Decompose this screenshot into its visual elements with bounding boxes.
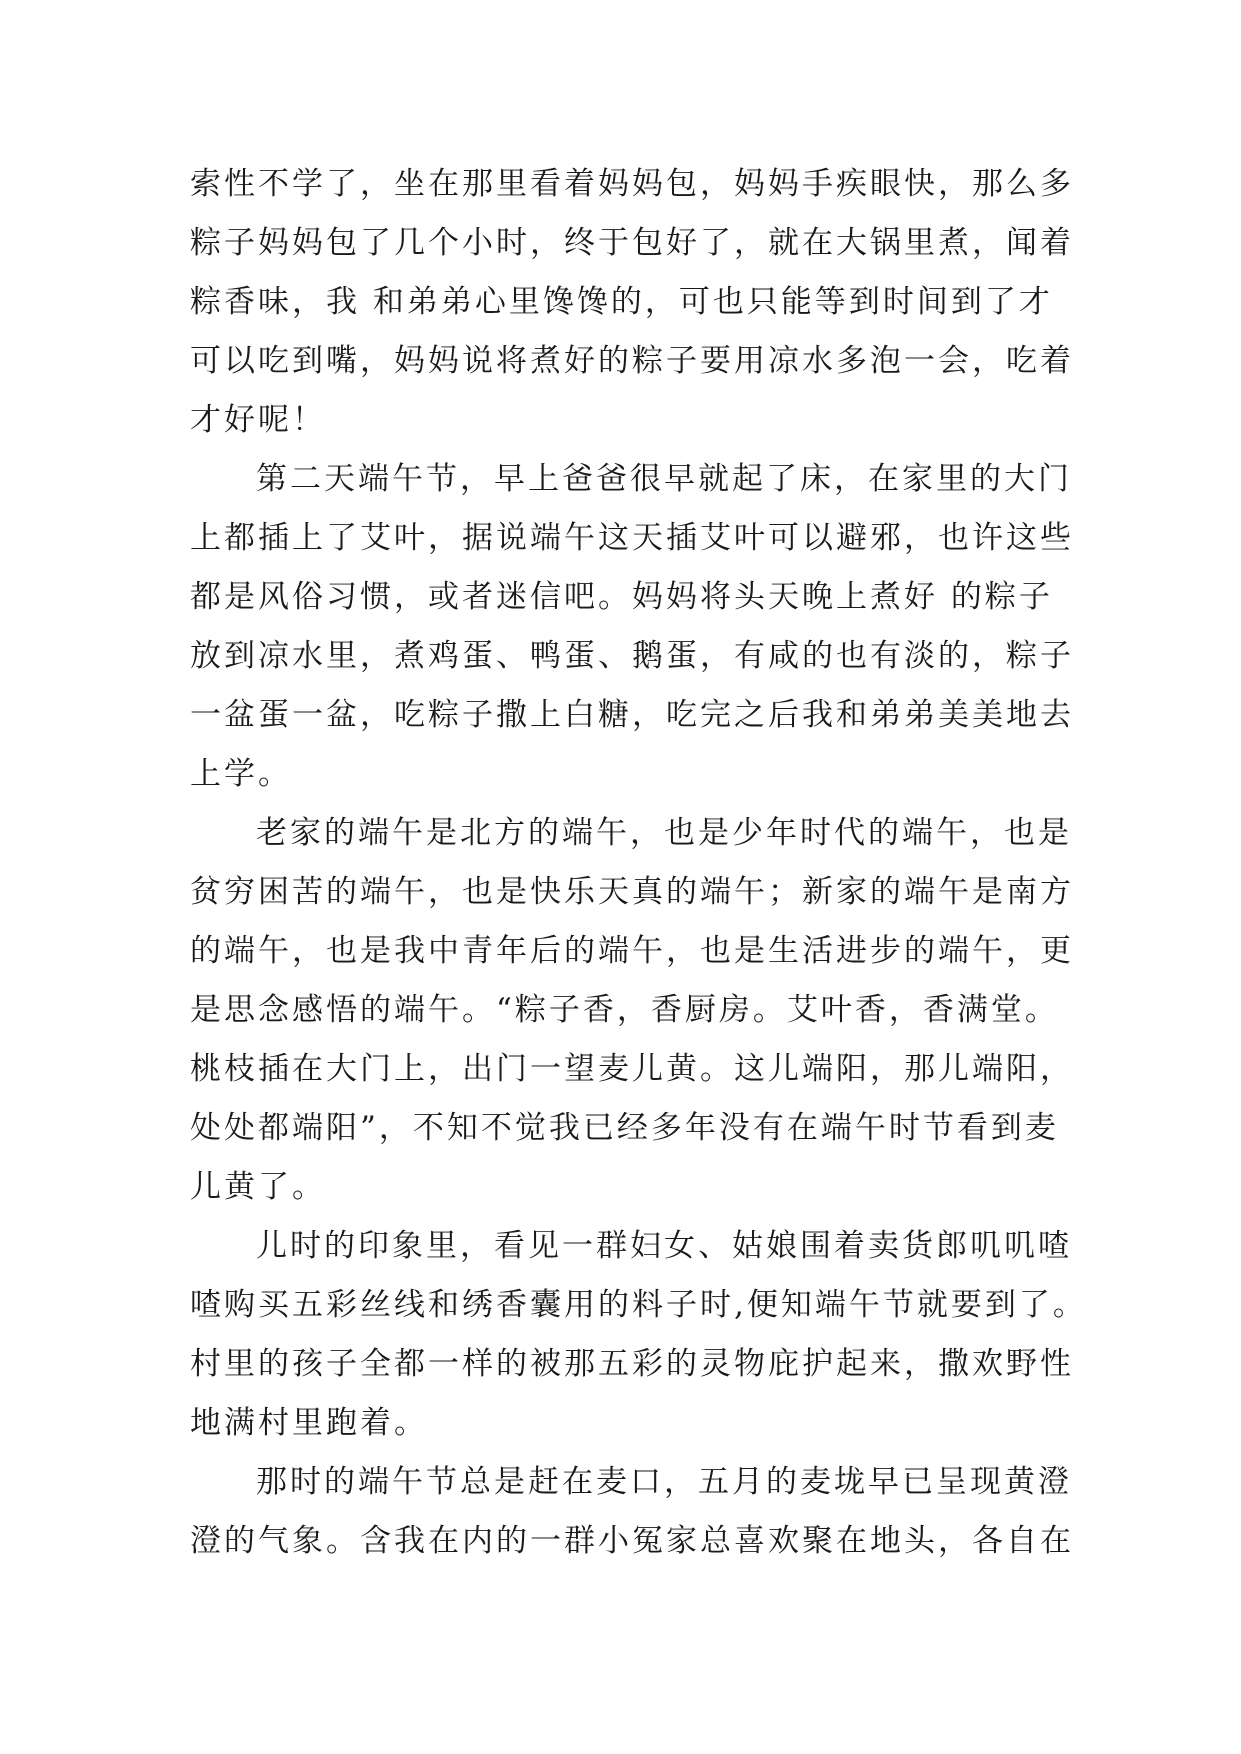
text-line: 是思念感悟的端午。“粽子香，香厨房。艾叶香，香满堂。: [190, 992, 1059, 1028]
text-line: 老家的端午是北方的端午，也是少年时代的端午，也是: [256, 815, 1072, 851]
text-line: 上都插上了艾叶，据说端午这天插艾叶可以避邪，也许这些: [190, 520, 1074, 556]
text-line: 的端午，也是我中青年后的端午，也是生活进步的端午，更: [190, 933, 1074, 969]
paragraph-3: [190, 804, 1074, 1217]
text-line: 粽香味，我 和弟弟心里馋馋的，可也只能等到时间到了才: [190, 284, 1053, 320]
text-line: 一盆蛋一盆，吃粽子撒上白糖，吃完之后我和弟弟美美地去: [190, 697, 1074, 733]
text-line: 桃枝插在大门上，出门一望麦儿黄。这儿端阳，那儿端阳，: [190, 1051, 1074, 1087]
text-line: 都是风俗习惯，或者迷信吧。妈妈将头天晚上煮好 的粽子: [190, 579, 1053, 615]
text-line: 第二天端午节，早上爸爸很早就起了床，在家里的大门: [256, 461, 1072, 497]
paragraph-4: [190, 1217, 1087, 1453]
text-line: 喳购买五彩丝线和绣香囊用的料子时,便知端午节就要到了。: [190, 1287, 1087, 1323]
text-line: 放到凉水里，煮鸡蛋、鸭蛋、鹅蛋，有咸的也有淡的，粽子: [190, 638, 1074, 674]
text-line: 索性不学了，坐在那里看着妈妈包，妈妈手疾眼快，那么多: [190, 166, 1074, 202]
paragraph-1: [190, 155, 1074, 450]
text-line: 才好呢！: [190, 402, 326, 438]
text-line: 村里的孩子全都一样的被那五彩的灵物庇护起来，撒欢野性: [190, 1346, 1074, 1382]
paragraph-2: [190, 450, 1074, 804]
text-line: 儿时的印象里，看见一群妇女、姑娘围着卖货郎叽叽喳: [256, 1228, 1072, 1264]
text-line: 地满村里跑着。: [190, 1405, 428, 1441]
text-line: 澄的气象。含我在内的一群小冤家总喜欢聚在地头，各自在: [190, 1523, 1074, 1559]
text-line: 可以吃到嘴，妈妈说将煮好的粽子要用凉水多泡一会，吃着: [190, 343, 1074, 379]
text-line: 粽子妈妈包了几个小时，终于包好了，就在大锅里煮，闻着: [190, 225, 1074, 261]
document-body: [190, 155, 1087, 1571]
text-line: 贫穷困苦的端午，也是快乐天真的端午；新家的端午是南方: [190, 874, 1074, 910]
paragraph-5: [190, 1453, 1074, 1571]
text-line: 儿黄了。: [190, 1169, 326, 1205]
text-line: 那时的端午节总是赶在麦口，五月的麦垅早已呈现黄澄: [256, 1464, 1072, 1500]
text-line: 处处都端阳”，不知不觉我已经多年没有在端午时节看到麦: [190, 1110, 1059, 1146]
text-line: 上学。: [190, 756, 292, 792]
